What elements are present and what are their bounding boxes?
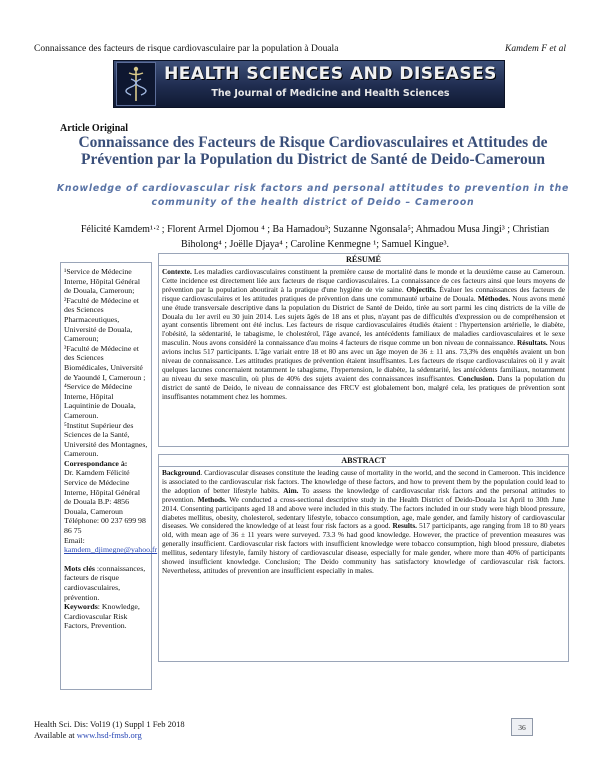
- abstract-aim: To assess the knowledge of cardiovascular risk factors and the personal attitudes to prevention.: [162, 485, 566, 504]
- resume-objectifs: Évaluer les connaissances des facteurs de risque cardiovasculaires et les attitudes pratiques de prévention dans une communauté urbaine de Douala.: [162, 284, 565, 303]
- resume-body: [159, 266, 568, 402]
- running-header-title: Connaissance des facteurs de risque cardiovasculaire par la population à Douala: [34, 44, 339, 54]
- resume-conclusion-label: Conclusion.: [457, 373, 495, 383]
- article-title-fr: Connaissance des Facteurs de Risque Cardiovasculaires et Attitudes de Prévention par la Population du District de Santé de Deido-Cameroun: [78, 134, 548, 168]
- abstract-results: 517 participants, age ranging from 18 to 80 years old, with mean age of 36 ± 11 years were surveyed. 73.3 % had good knowledge. However, the practice of prevention measures was generally insufficient. Cardiovascular risk factors with insufficient knowledge were tobacco consumption, high blood pressure, diabetes mellitus, sedentary lifestyle, family history of cardiovascular disease, especially for male gender, where more than 40% of participants showed insufficient knowledge. Conclusion; The Deido community has satisfactory knowledge of cardiovascular risk factors. Nevertheless, attitudes of prevention are insufficient especially in males.: [162, 521, 565, 575]
- article-type: Article Original: [60, 123, 129, 134]
- caduceus-icon: [117, 63, 155, 105]
- abstract-body: [159, 467, 568, 576]
- affiliation-3: ³Faculté de Médecine et des Sciences Biomédicales, Université de Yaoundé I, Cameroun ;: [64, 343, 146, 382]
- page-footer: [34, 719, 185, 741]
- affiliation-1: ¹Service de Médecine Interne, Hôpital Général de Douala, Cameroun;: [64, 267, 140, 296]
- journal-subtitle: The Journal of Medicine and Health Sciences: [211, 88, 450, 99]
- resume-resultats: Nous avions inclus 517 participants. L'âge variait entre 18 et 80 ans avec un âge moyen de 36 ± 11 ans. 73,3% des enquêtés avaient un bon niveau de connaissance. Les attitudes pratiques de prévention étaient insuffisantes. Les facteurs de risque cardiovasculaires où il y avait quelques lacunes concernaient notamment le tabagisme, l'hypertension, le diabète, la sédentarité, les antécédents familiaux, notamment au niveau du sexe masculin, où plus de 40% des sujets avaient des connaissances insuffisantes.: [162, 338, 565, 383]
- running-header: [34, 44, 566, 58]
- resume-methodes: Nous avons mené une étude transversale descriptive dans la population du District de Santé de Deido, tirée au sort parmi les cinq districts de la ville de Douala du 1er avril eu 30 juin 2014. Les sujets âgés de 18 ans et plus, n'ayant pas de difficultés d'expression ou de compréhension et ayant consentis librement ont été inclus. Les facteurs de risque cardiovasculaires étudiés étaient : l'hypertension artérielle, le diabète, l'obésité, la sédentarité, le tabagisme, le cholestérol, l'âge avancé, les antécédents familiaux de maladies cardiovasculaires et le sexe masculin. Nous avons considéré la connaissance d'au moins 4 facteurs de risque comme un bon niveau de connaissance.: [162, 293, 565, 348]
- footer-availability: [34, 730, 185, 741]
- affiliation-5: ⁵Institut Supérieur des Sciences de la Santé, Université des Montagnes, Cameroun.: [64, 420, 148, 459]
- resume-contexte: Les maladies cardiovasculaires constituent la première cause de mortalité dans le monde et la deuxième cause au Cameroun. Cette incidence est directement liée aux facteurs de risque cardiovasculaires. La connaissance de ces facteurs ainsi que leurs moyens de prévention par la population aboutirait à la pratique d'une hygiène de vie saine.: [162, 267, 565, 294]
- affiliations-box: [60, 262, 158, 690]
- abstract-heading: ABSTRACT: [159, 455, 568, 467]
- email-link[interactable]: kamdem_djimegne@yahoo.fr: [64, 545, 158, 555]
- email-label: Email:: [64, 535, 85, 545]
- mots-cles-text: :connaissances, facteurs de risque cardiovasculaires, prévention.: [64, 563, 146, 602]
- resume-resultats-label: Résultats.: [517, 338, 548, 348]
- correspondence-heading: Correspondance à:: [64, 458, 128, 468]
- resume-heading: RÉSUMÉ: [159, 254, 568, 266]
- journal-title: HEALTH SCIENCES AND DISEASES: [164, 64, 497, 84]
- footer-available-label: Available at: [34, 730, 77, 740]
- abstract-methods-label: Methods.: [197, 494, 227, 504]
- abstract-background: . Cardiovascular diseases constitute the leading cause of mortality in the world, and the second in Cameroon. This incidence is associated to the cardiovascular risk factors. The knowledge of these factors, and how to prevent them by the population could lead to the adoption of better lifestyle habits.: [162, 468, 565, 495]
- keywords-text: : Knowledge, Cardiovascular Risk Factors, Prevention.: [64, 602, 140, 631]
- footer-citation: Health Sci. Dis: Vol19 (1) Suppl 1 Feb 2018: [34, 719, 185, 729]
- author-list: Félicité Kamdem¹·² ; Florent Armel Djomou ⁴ ; Ba Hamadou³; Suzanne Ngonsala⁵; Ahmadou Musa Jingi³ ; Christian Biholong⁴ ; Joëlle Djaya⁴ ; Caroline Kenmegne ¹; Samuel Kingue³.: [80, 224, 550, 250]
- mots-cles-heading: Mots clés: [64, 563, 95, 573]
- affiliations-sidebar: [60, 262, 158, 690]
- affiliation-2: ²Faculté de Médecine et des Sciences Pharmaceutiques, Université de Douala, Cameroun;: [64, 295, 139, 344]
- resume-contexte-label: Contexte.: [162, 267, 192, 276]
- article-title-en: Knowledge of cardiovascular risk factors and personal attitudes to prevention in the community of the health district of Deido – Cameroon: [56, 183, 570, 208]
- resume-box: [158, 253, 569, 447]
- journal-logo: [116, 62, 156, 106]
- keywords: [64, 602, 148, 631]
- keywords-heading: Keywords: [64, 602, 98, 612]
- abstract-results-label: Results.: [392, 521, 418, 531]
- abstract-background-label: Background: [162, 468, 201, 477]
- running-header-authors: Kamdem F et al: [505, 44, 566, 54]
- page-number: 36: [511, 718, 533, 736]
- abstract-methods: We conducted a cross-sectional descriptive study in the Health District of Deido-Douala 1st April to 30th June 2014. Consenting participants aged 18 and above were included in this study. The factors included in our study were high blood pressure, diabetes mellitus, obesity, cholesterol, sedentary lifestyle, tobacco consumption, age, male gender, and family history of cardiovascular diseases. We considered the knowledge of at least four risk factors as a good.: [162, 494, 565, 531]
- correspondence-details: Dr. Kamdem Félicité Service de Médecine Interne, Hôpital Général de Douala B.P: 4856 Douala, Cameroun Téléphone: 00 237 699 98 86 75: [64, 468, 146, 536]
- resume-methodes-label: Méthodes.: [477, 293, 511, 303]
- resume-objectifs-label: Objectifs.: [406, 284, 437, 294]
- abstract-box: [158, 454, 569, 662]
- footer-url-link[interactable]: www.hsd-fmsb.org: [76, 730, 142, 740]
- abstract-aim-label: Aim.: [283, 485, 299, 495]
- affiliation-4: ⁴Service de Médecine Interne, Hôpital Laquintinie de Douala, Cameroun.: [64, 382, 136, 420]
- mots-cles: [64, 564, 148, 602]
- resume-conclusion: Dans la population du district de santé de Deido, le niveau de connaissance des FRCV est globalement bon, malgré cela, les pratiques de prévention sont insuffisantes notamment chez les hommes.: [162, 373, 565, 401]
